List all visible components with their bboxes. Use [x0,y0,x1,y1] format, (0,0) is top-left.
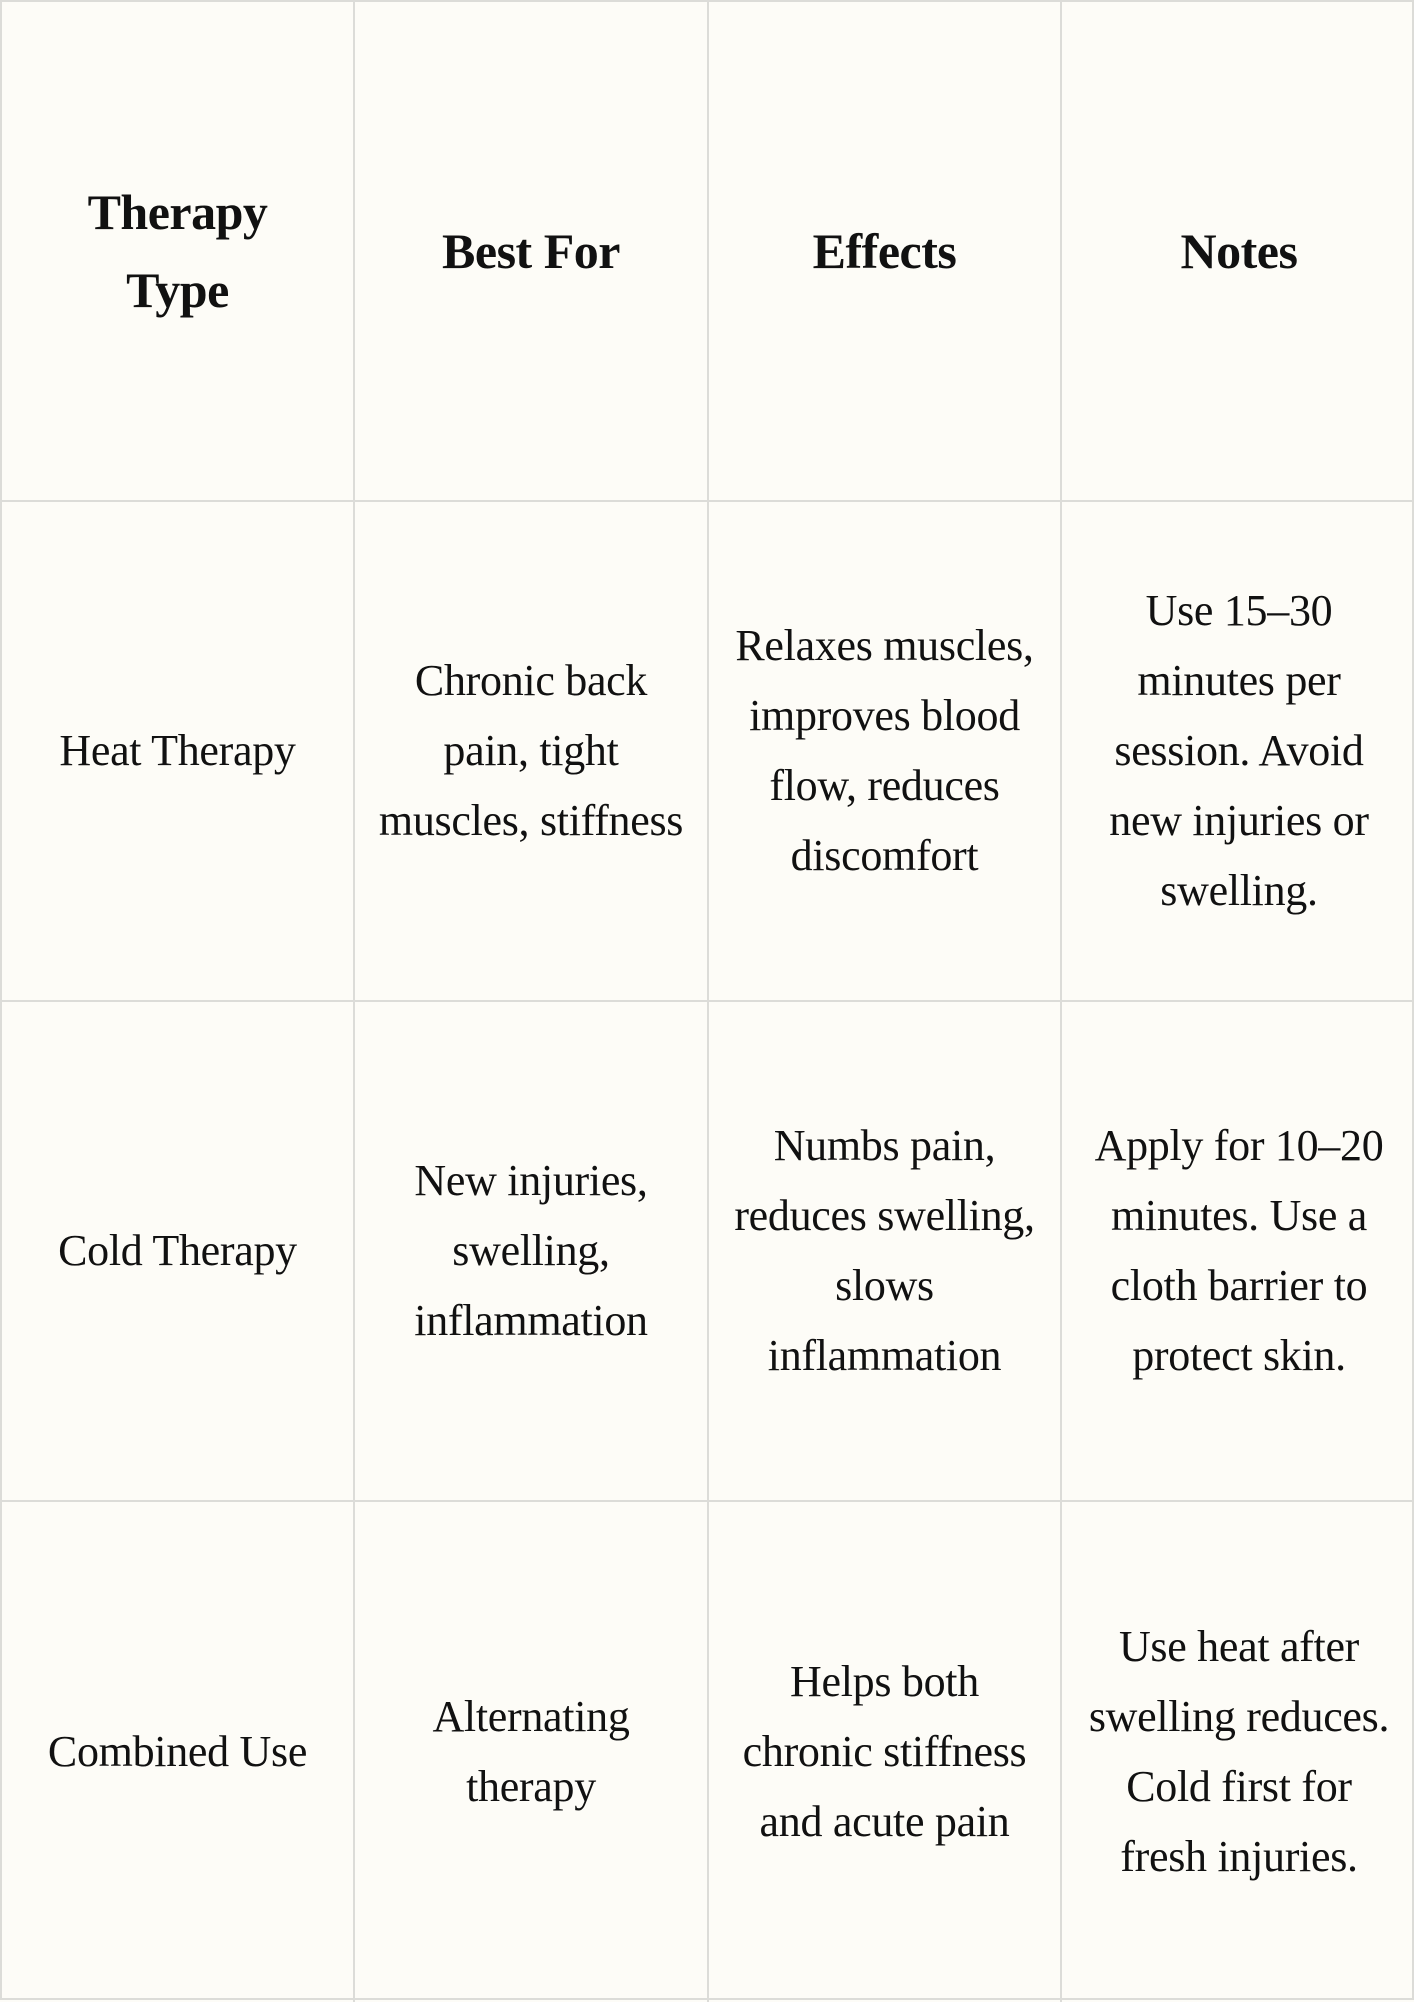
cell-line: improves blood [749,691,1020,740]
cell-notes [1062,502,1414,1002]
header-line: Best For [442,223,620,279]
cell-line: Apply for 10–20 [1094,1121,1384,1170]
cell-line: Numbs pain, [773,1121,996,1170]
cell-line: reduces swelling, [734,1191,1035,1240]
cell-line: Use 15–30 [1145,586,1333,635]
cell-line: and acute pain [759,1797,1010,1846]
header-line: Therapy [87,184,268,240]
cell-line: flow, reduces [769,761,1000,810]
cell-line: therapy [466,1762,596,1811]
cell-line: Heat Therapy [59,726,296,775]
cell-line: minutes per [1137,656,1341,705]
cell-line: muscles, stiffness [378,796,684,845]
cell-line: swelling. [1160,866,1318,915]
cell-effects [709,502,1062,1002]
cell-line: Combined Use [47,1727,308,1776]
cell-line: minutes. Use a [1110,1191,1368,1240]
cell-best-for [355,502,709,1002]
cell-line: Helps both [790,1657,979,1706]
cell-line: Cold first for [1126,1762,1352,1811]
cell-line: Chronic back [414,656,648,705]
header-effects [709,2,1062,502]
header-best-for [355,2,709,502]
cell-line: chronic stiffness [742,1727,1027,1776]
cell-best-for [355,1002,709,1502]
cell-notes [1062,1002,1414,1502]
header-line: Notes [1180,223,1298,279]
cell-line: New injuries, [414,1156,648,1205]
cell-line: session. Avoid [1114,726,1364,775]
cell-notes [1062,1502,1414,2002]
cell-line: protect skin. [1132,1331,1346,1380]
cell-line: Use heat after [1118,1622,1360,1671]
cell-line: fresh injuries. [1120,1832,1358,1881]
cell-therapy-type [2,1002,355,1502]
cell-therapy-type [2,1502,355,2002]
header-therapy-type [2,2,355,502]
cell-effects [709,1002,1062,1502]
cell-line: new injuries or [1109,796,1369,845]
cell-line: slows [835,1261,934,1310]
cell-line: swelling reduces. [1088,1692,1390,1741]
cell-line: Alternating [432,1692,630,1741]
cell-best-for [355,1502,709,2002]
cell-therapy-type [2,502,355,1002]
header-line: Type [126,262,229,318]
cell-line: swelling, [452,1226,610,1275]
cell-effects [709,1502,1062,2002]
header-notes [1062,2,1414,502]
header-line: Effects [812,223,957,279]
cell-line: cloth barrier to [1110,1261,1368,1310]
cell-line: inflammation [767,1331,1002,1380]
cell-line: Relaxes muscles, [735,621,1034,670]
cell-line: pain, tight [443,726,619,775]
cell-line: inflammation [414,1296,648,1345]
cell-line: discomfort [790,831,979,880]
cell-line: Cold Therapy [58,1226,297,1275]
